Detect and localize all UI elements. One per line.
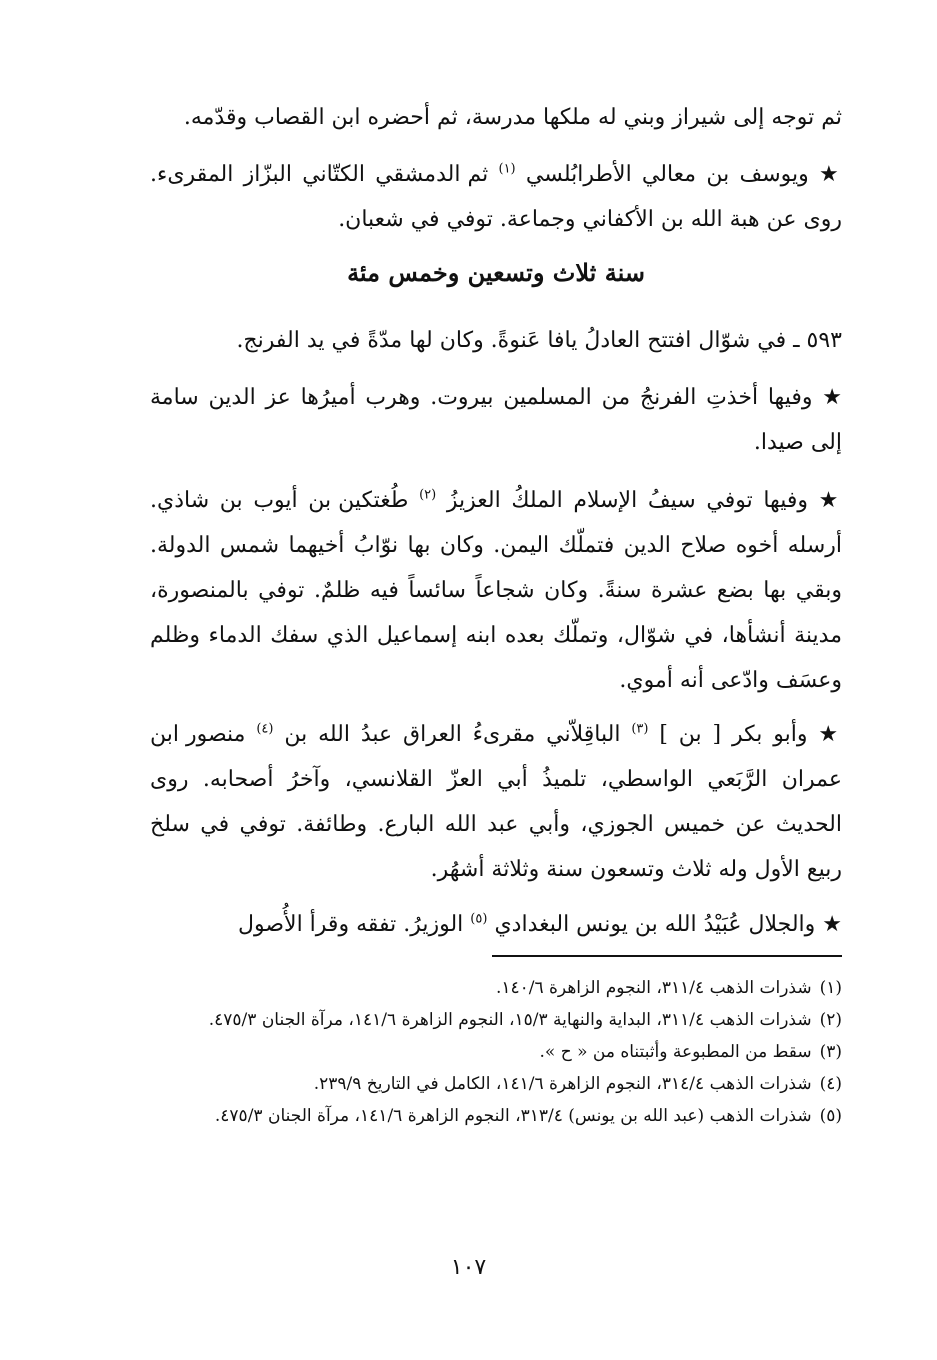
footnote xyxy=(150,1100,842,1132)
note-ref: (٤) xyxy=(256,721,274,737)
entry-yusuf xyxy=(150,152,842,242)
entry-text: الوزيرُ. تفقه وقرأ الأُصول xyxy=(238,912,464,937)
entry-beirut xyxy=(150,375,842,465)
footnote xyxy=(150,1036,842,1068)
entry-text: طُغتكين بن أيوب بن شاذي. أرسله أخوه صلاح الدين فتملّك اليمن. وكان بها نوّابُ أخيهما شمس الدولة. وبقي بها بضع عشرة سنةً. وكان شجاعاً سائساً فيه ظلمٌ. توفي بالمنصورة، مدينة أنشأها، في شوّال، وتملّك بعده ابنه إسماعيل الذي سفك الدماء وظلم وعسَف وادّعى أنه أموي. xyxy=(150,488,842,693)
footnote xyxy=(150,1068,842,1100)
footnote-number: (٢) xyxy=(819,1010,842,1030)
note-ref: (٥) xyxy=(470,911,488,927)
entry-baqillani xyxy=(150,712,842,892)
footnote-text: شذرات الذهب ٣١١/٤، البداية والنهاية ١٥/٣، النجوم الزاهرة ١٤١/٦، مرآة الجنان ٤٧٥/٣. xyxy=(208,1010,812,1030)
entry-tughtekin xyxy=(150,478,842,703)
note-ref: (١) xyxy=(498,161,516,177)
entry-text: ثم الدمشقي الكتّاني البزّاز المقرىء. روى عن هبة الله بن الأكفاني وجماعة. توفي في شعبان. xyxy=(150,162,842,232)
footnote-text: شذرات الذهب (عبد الله بن يونس) ٣١٣/٤، النجوم الزاهرة ١٤١/٦، مرآة الجنان ٤٧٥/٣. xyxy=(214,1106,812,1126)
footnote-text: شذرات الذهب ٣١٤/٤، النجوم الزاهرة ١٤١/٦، الكامل في التاريخ ٢٣٩/٩. xyxy=(313,1074,812,1094)
entry-text: ★ وفيها أخذتِ الفرنجُ من المسلمين بيروت. وهرب أميرُها عز الدين سامة إلى صيدا. xyxy=(150,385,842,455)
footnote xyxy=(150,972,842,1004)
footnote-number: (٣) xyxy=(819,1042,842,1062)
entry-text: ★ وأبو بكر [ بن ] xyxy=(659,722,842,747)
entry-text: ★ ويوسف بن معالي الأطرابُلسي xyxy=(525,162,843,187)
entry-text: ★ وفيها توفي سيفُ الإسلام الملكُ العزيزُ xyxy=(446,488,842,513)
footnote-text: سقط من المطبوعة وأثبتناه من « ح ». xyxy=(539,1042,812,1062)
entry-593 xyxy=(150,318,842,363)
page-number: ١٠٧ xyxy=(450,1255,487,1280)
footnote-text: شذرات الذهب ٣١١/٤، النجوم الزاهرة ١٤٠/٦. xyxy=(495,978,812,998)
footnote-number: (١) xyxy=(819,978,842,998)
entry-text: الباقِلاّني مقرىءُ العراق عبدُ الله بن xyxy=(284,722,621,747)
footnote-number: (٥) xyxy=(819,1106,842,1126)
footnote xyxy=(150,1004,842,1036)
footnotes xyxy=(150,972,842,1132)
entry-jalal xyxy=(150,902,842,947)
paragraph-intro xyxy=(150,95,842,140)
entry-text: ٥٩٣ ـ في شوّال افتتح العادلُ يافا عَنوةً. وكان لها مدّةً في يد الفرنج. xyxy=(236,328,842,353)
entry-text: ★ والجلال عُبَيْدُ الله بن يونس البغدادي xyxy=(494,912,842,937)
footnote-number: (٤) xyxy=(819,1074,842,1094)
footnote-divider xyxy=(492,955,842,957)
paragraph-text: ثم توجه إلى شيراز وبني له ملكها مدرسة، ثم أحضره ابن القصاب وقدّمه. xyxy=(183,105,842,130)
note-ref: (٣) xyxy=(631,721,649,737)
note-ref: (٢) xyxy=(419,487,437,503)
year-heading: سنة ثلاث وتسعين وخمس مئة xyxy=(347,258,645,287)
entry-text: منصور ابن عمران الرَّبَعي الواسطي، تلميذُ أبي العزّ القلانسي، وآخرُ أصحابه. روى الحديث عن خميس الجوزي، وأبي عبد الله البارع. وطائفة. توفي في سلخ ربيع الأول وله ثلاث وتسعون سنة وثلاثة أشهُر. xyxy=(150,722,842,882)
